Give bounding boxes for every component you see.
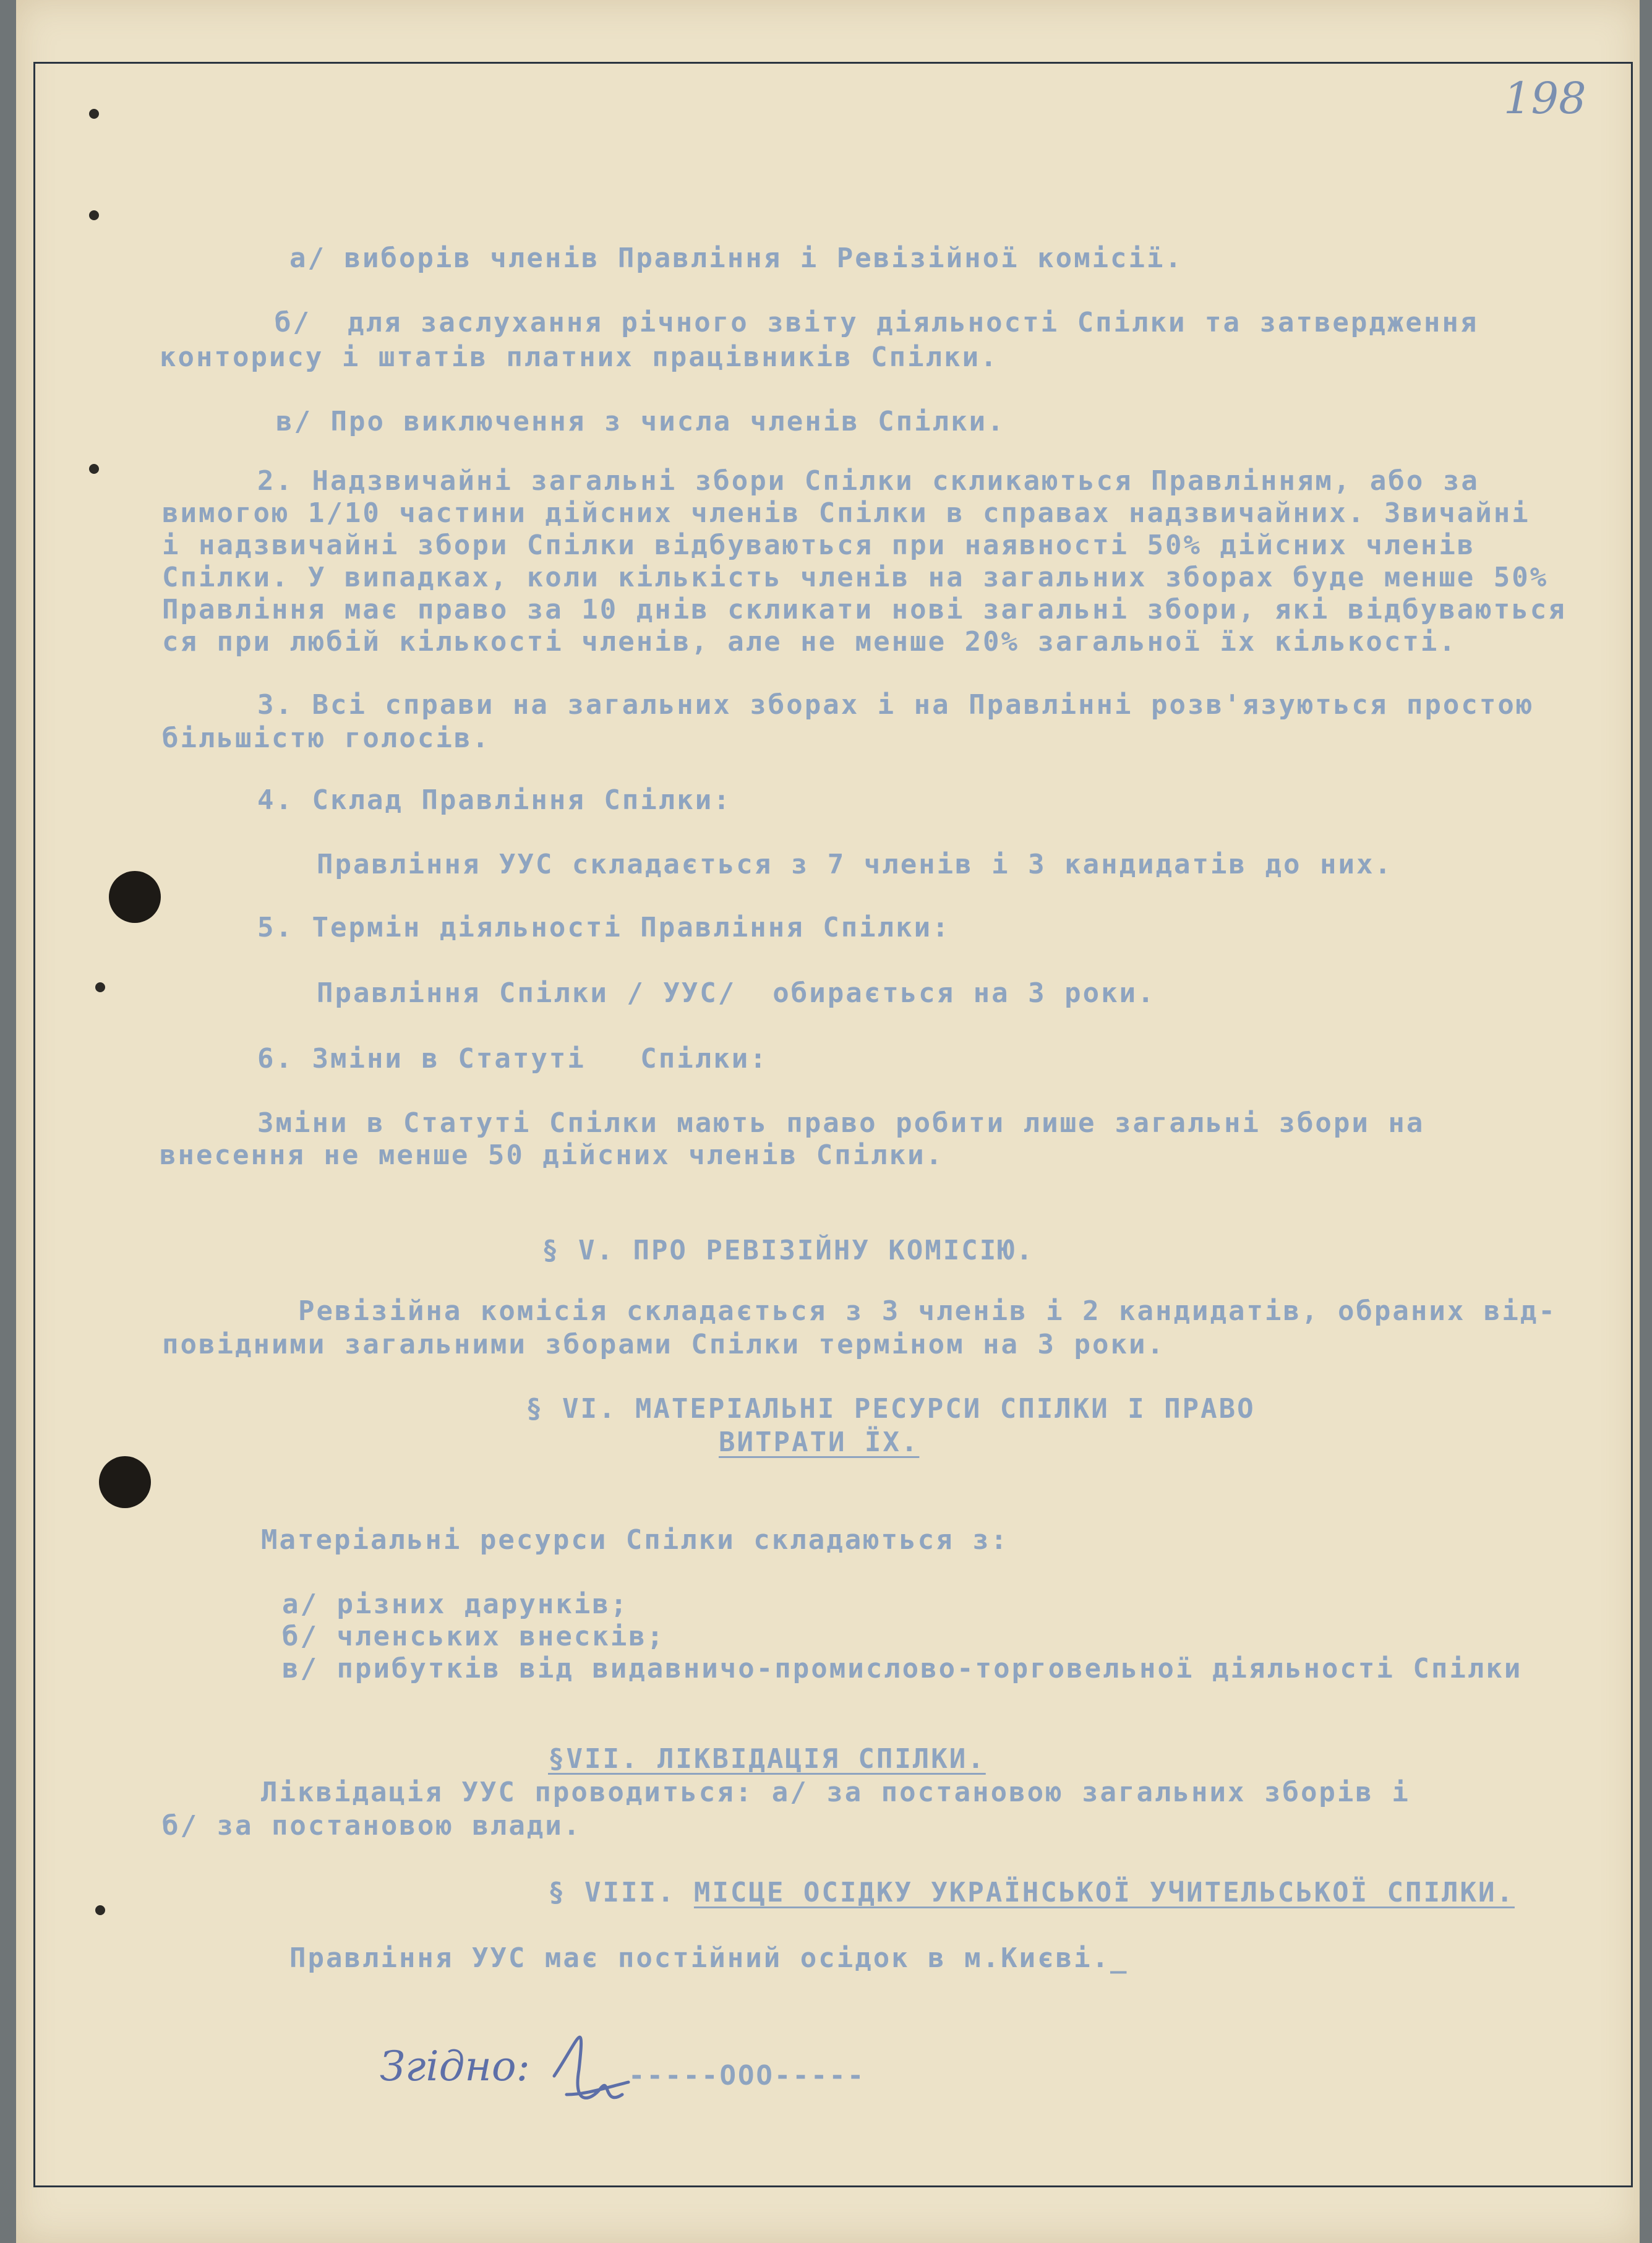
page-number: 198: [1504, 73, 1586, 124]
text-line: б/ членських внесків;: [282, 1621, 666, 1652]
text-line: повідними загальними зборами Спілки терміном на 3 роки.: [162, 1329, 1165, 1360]
text-line: 3. Всі справи на загальних зборах і на Правлінні розв'язуються простою: [257, 689, 1534, 721]
text-line: і надзвичайні збори Спілки відбуваються при наявності 50% дійсних членів: [162, 530, 1476, 561]
handwritten-note: Згідно:: [380, 2043, 530, 2090]
text-line: 2. Надзвичайні загальні збори Спілки скликаються Правлінням, або за: [257, 465, 1479, 497]
text-line: Правління має право за 10 днів скликати нові загальні збори, які відбуваються: [162, 594, 1567, 625]
section-heading: § VIII. МІСЦЕ ОСІДКУ УКРАЇНСЬКОЇ УЧИТЕЛЬСЬКОЇ СПІЛКИ.: [548, 1877, 1515, 1908]
text-line: більшістю голосів.: [162, 723, 490, 754]
text-line: внесення не менше 50 дійсних членів Спілки.: [160, 1139, 944, 1171]
section-heading: § VI. МАТЕРІАЛЬНІ РЕСУРСИ СПІЛКИ І ПРАВО: [526, 1393, 1256, 1425]
pin-mark: [89, 210, 99, 220]
pin-mark: [95, 1905, 105, 1915]
text-line: Матеріальні ресурси Спілки складаються з:: [261, 1524, 1009, 1556]
pin-mark: [89, 109, 99, 119]
text-line: в/ Про виключення з числа членів Спілки.: [276, 406, 1006, 437]
text-line: конторису і штатів платних працівників Спілки.: [160, 341, 999, 373]
text-line: 6. Зміни в Статуті Спілки:: [257, 1043, 768, 1074]
text-line: б/ за постановою влади.: [162, 1810, 582, 1842]
closing-mark: -----ООО-----: [628, 2060, 866, 2091]
text-line: Зміни в Статуті Спілки мають право робити лише загальні збори на: [257, 1107, 1425, 1139]
signature: [542, 2002, 635, 2125]
text-line: а/ виборів членів Правління і Ревізійної комісії.: [289, 242, 1184, 274]
punch-hole: [99, 1456, 151, 1508]
punch-hole: [109, 871, 161, 923]
pin-mark: [89, 464, 99, 474]
text-line: ся при любій кількості членів, але не менше 20% загальної їх кількості.: [162, 626, 1457, 658]
text-line: 5. Термін діяльності Правління Спілки:: [257, 912, 951, 943]
text-line: б/ для заслухання річного звіту діяльності Спілки та затвердження: [275, 307, 1479, 338]
section-heading: § V. ПРО РЕВІЗІЙНУ КОМІСІЮ.: [542, 1235, 1035, 1266]
text-line: Правління Спілки / УУС/ обирається на 3 роки.: [317, 977, 1156, 1009]
text-line: Правління УУС складається з 7 членів і 3 кандидатів до них.: [317, 849, 1393, 880]
text-line: вимогою 1/10 частини дійсних членів Спілки в справах надзвичайних. Звичайні: [162, 497, 1530, 529]
text-line: 4. Склад Правління Спілки:: [257, 784, 732, 816]
section-heading: §VII. ЛІКВІДАЦІЯ СПІЛКИ.: [548, 1743, 986, 1775]
text-line: Спілки. У випадках, коли кількість членів на загальних зборах буде менше 50%: [162, 562, 1549, 593]
section-heading: ВИТРАТИ ЇХ.: [719, 1426, 920, 1458]
text-line: в/ прибутків від видавничо-промислово-торговельної діяльності Спілки: [282, 1653, 1523, 1684]
text-line: Правління УУС має постійний осідок в м.Києві._: [289, 1942, 1129, 1974]
text-line: а/ різних дарунків;: [282, 1589, 629, 1620]
text-line: Ліквідація УУС проводиться: а/ за постановою загальних зборів і: [261, 1777, 1410, 1808]
pin-mark: [95, 982, 105, 992]
text-line: Ревізійна комісія складається з 3 членів і 2 кандидатів, обраних від-: [298, 1295, 1557, 1327]
document-page: [16, 0, 1640, 2243]
